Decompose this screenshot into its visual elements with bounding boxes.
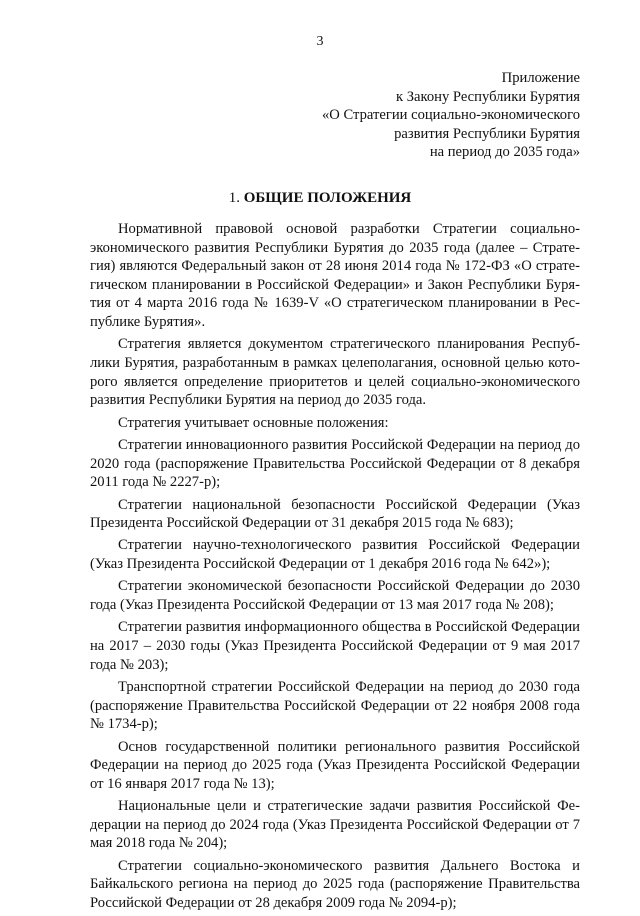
- appendix-header: [322, 69, 580, 162]
- paragraph: Стратегии национальной безопасности Российской Федерации (Указ Президента Российской Федерации от 31 декабря 2015 года № 683);: [90, 496, 580, 532]
- appendix-line: Приложение: [501, 70, 580, 86]
- body-text: [90, 220, 580, 916]
- page-number: 3: [316, 34, 324, 49]
- paragraph: Стратегии инновационного развития Российской Федерации на период до 2020 года (распоряжение Правительства Российской Федерации от 8 декабря 2011 года № 2227-р);: [90, 436, 580, 491]
- appendix-line: развития Республики Бурятия: [394, 125, 580, 142]
- section-number: 1.: [228, 190, 240, 206]
- paragraph: Стратегия является документом стратегического планирования Республики Бурятия, разработанным в рамках целеполагания, основной целью которого является определение приоритетов и целей социально-экономического развития Республики Бурятия на период до 2035 года.: [90, 336, 580, 409]
- appendix-line: к Закону Республики Бурятия: [395, 88, 580, 105]
- section-heading: [0, 189, 640, 208]
- paragraph: Стратегии научно-технологического развития Российской Федерации (Указ Президента Российской Федерации от 1 декабря 2016 года № 642»);: [90, 537, 580, 573]
- paragraph: Стратегия учитывает основные положения:: [118, 414, 389, 431]
- paragraph: Национальные цели и стратегические задачи развития Российской Федерации на период до 2024 года (Указ Президента Российской Федерации от 7 мая 2018 года № 204);: [90, 798, 580, 852]
- section-title: ОБЩИЕ ПОЛОЖЕНИЯ: [243, 190, 412, 206]
- appendix-line: «О Стратегии социально-экономического: [322, 107, 580, 124]
- paragraph: Стратегии социально-экономического развития Дальнего Востока и Байкальского региона на период до 2025 года (распоряжение Правительства Российской Федерации от 28 декабря 2009 года № 2094-р);: [90, 857, 580, 911]
- paragraph: Стратегии экономической безопасности Российской Федерации до 2030 года (Указ Президента Российской Федерации от 13 мая 2017 года № 208);: [90, 578, 580, 614]
- paragraph: Нормативной правовой основой разработки Стратегии социально-экономического развития Республики Бурятия до 2035 года (далее – Стратегия) являются Федеральный закон от 28 июня 2014 года № 172-ФЗ «О стратегическом планировании в Российской Федерации» и Закон Республики Бурятия от 4 марта 2016 года № 1639-V «О стратегическом планировании в Республике Бурятия».: [90, 221, 580, 330]
- paragraph: Стратегии развития информационного общества в Российской Федерации на 2017 – 2030 годы (Указ Президента Российской Федерации от 9 мая 2017 года № 203);: [90, 619, 580, 673]
- appendix-line: на период до 2035 года»: [429, 144, 580, 161]
- paragraph: Транспортной стратегии Российской Федерации на период до 2030 года (распоряжение Правительства Российской Федерации от 22 ноября 2008 года № 1734-р);: [90, 679, 580, 733]
- paragraph: Основ государственной политики регионального развития Российской Федерации на период до 2025 года (Указ Президента Российской Федерации от 16 января 2017 года № 13);: [90, 738, 580, 792]
